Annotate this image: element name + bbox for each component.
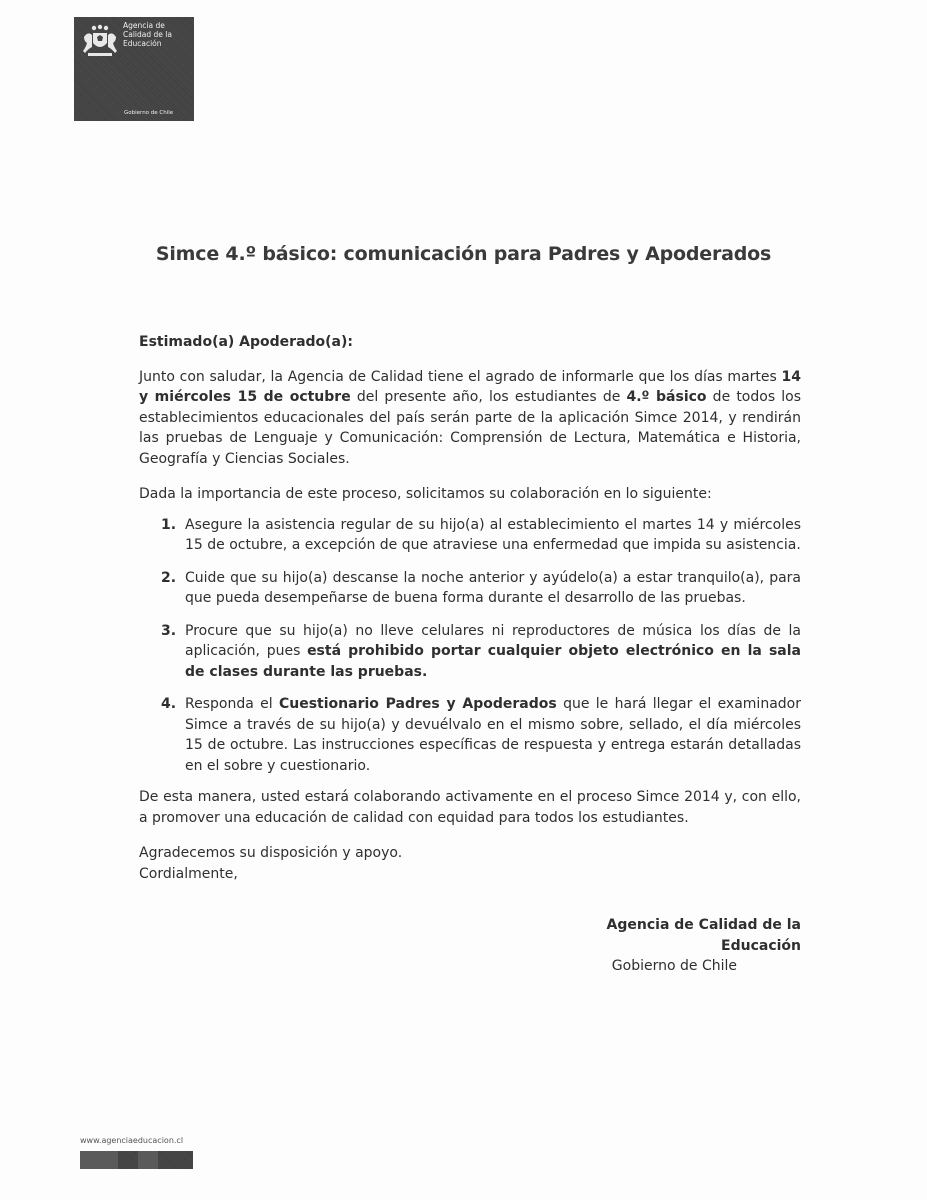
item-text-part: que le hará llegar el examinador Simce a través de su hijo(a) y devuélvalo en el mismo sobre, sellado, el día miércoles 15 de octubre. Las instrucciones específicas de respuesta y entrega estarán detalladas en el sobre y cuestionario. <box>185 696 801 774</box>
agency-name-line3: Educación <box>123 39 162 48</box>
footer-bar <box>80 1151 193 1169</box>
signature-org: Agencia de Calidad de la Educación <box>606 917 801 954</box>
closing-paragraph: De esta manera, usted estará colaborando activamente en el proceso Simce 2014 y, con ello, a promover una educación de calidad con equidad para todos los estudiantes. <box>139 789 801 826</box>
thanks-line: Agradecemos su disposición y apoyo. <box>139 845 403 861</box>
intro-paragraph <box>139 367 801 470</box>
letter-body <box>139 332 801 884</box>
agency-name <box>123 21 193 48</box>
agency-name-line1: Agencia de <box>123 21 165 30</box>
instructions-list <box>139 515 801 777</box>
footer-bar-segment <box>138 1151 158 1169</box>
item-text-part: Procure que su hijo(a) no lleve celulares ni reproductores de música los días de la aplicación, pues <box>185 622 801 659</box>
list-item <box>139 568 801 609</box>
intro-text-1: Junto con saludar, la Agencia de Calidad tiene el agrado de informarle que los días martes <box>139 368 782 385</box>
item-emphasis: Cuestionario Padres y Apoderados <box>278 696 557 712</box>
footer-bar-segment <box>80 1151 118 1169</box>
intro-dates: 14 y miércoles 15 de octubre <box>139 368 801 405</box>
list-item <box>139 621 801 683</box>
intro-text-3: de todos los establecimientos educacionales del país serán parte de la aplicación Simce 2014, y rendirán las pruebas de Lenguaje y Comunicación: Comprensión de Lectura, Matemática e Historia, Geografía y Ciencias Sociales. <box>139 389 802 467</box>
intro-grade: 4.º básico <box>626 389 707 405</box>
item-text: Cuide que su hijo(a) descanse la noche anterior y ayúdelo(a) a estar tranquilo(a), para que pueda desempeñarse de buena forma durante el desarrollo de las pruebas. <box>185 569 801 606</box>
signature-block <box>549 915 801 977</box>
item-number: 4. <box>161 696 177 712</box>
item-emphasis: está prohibido portar cualquier objeto electrónico en la sala de clases durante las pruebas. <box>185 643 801 680</box>
item-number: 2. <box>161 569 177 586</box>
list-item <box>139 515 801 556</box>
intro-text-2: del presente año, los estudiantes de <box>350 389 627 405</box>
coat-of-arms-icon <box>80 23 120 59</box>
agency-name-line2: Calidad de la <box>123 30 172 39</box>
regards-line: Cordialmente, <box>139 865 238 882</box>
request-paragraph: Dada la importancia de este proceso, solicitamos su colaboración en lo siguiente: <box>139 486 712 502</box>
item-text-part: Responda el <box>185 696 279 712</box>
agency-logo <box>74 17 194 121</box>
list-item <box>139 694 801 776</box>
greeting: Estimado(a) Apoderado(a): <box>139 334 354 350</box>
item-text: Asegure la asistencia regular de su hijo(a) al establecimiento el martes 14 y miércoles 15 de octubre, a excepción de que atraviese una enfermedad que impida su asistencia. <box>185 516 801 553</box>
government-label: Gobierno de Chile <box>124 110 174 116</box>
website-link[interactable]: www.agenciaeducacion.cl <box>80 1136 184 1145</box>
item-text <box>185 696 801 774</box>
signature-gov: Gobierno de Chile <box>611 958 737 974</box>
item-number: 3. <box>161 622 177 639</box>
document-title: Simce 4.º básico: comunicación para Padres y Apoderados <box>155 243 772 265</box>
item-number: 1. <box>161 516 177 533</box>
item-text <box>185 623 801 680</box>
